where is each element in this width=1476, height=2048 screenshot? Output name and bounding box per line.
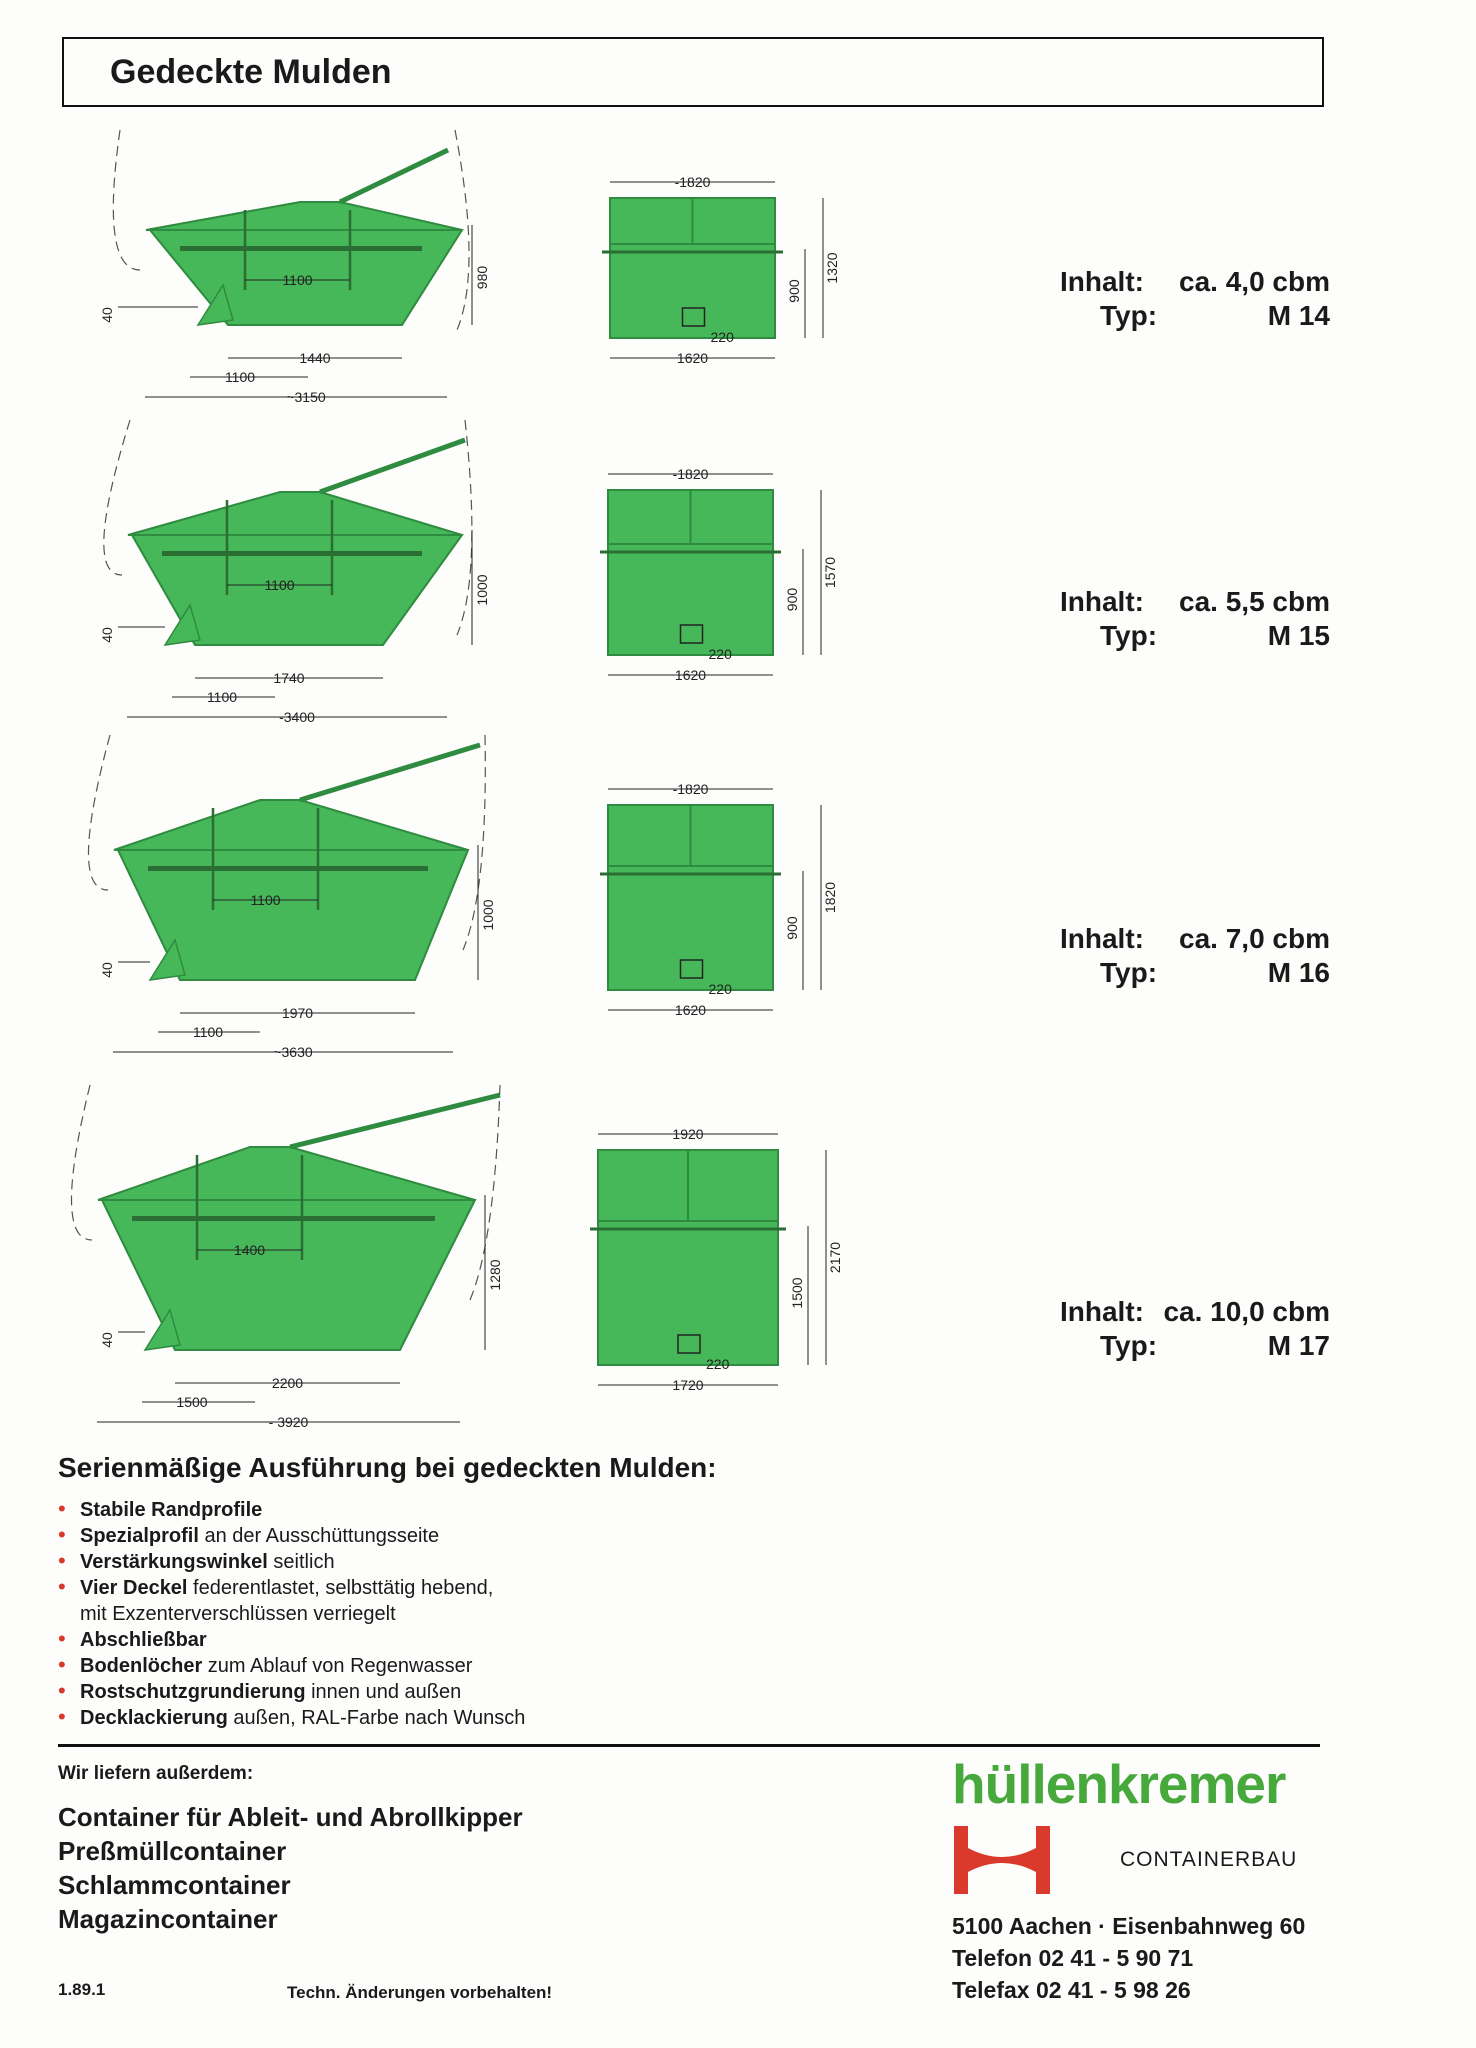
inhalt-label: Inhalt: — [1060, 586, 1144, 617]
dim-base-label: 1740 — [273, 670, 305, 686]
dim-base-label: 1970 — [281, 1005, 314, 1021]
dim-foot-label: 40 — [99, 307, 115, 323]
model-row — [0, 410, 1476, 740]
typ-label: Typ: — [1100, 620, 1158, 651]
feature-rest: federentlastet, selbsttätig hebend, — [187, 1577, 494, 1599]
address-fax: Telefax 02 41 - 5 98 26 — [952, 1977, 1191, 2003]
dim-front-top-label: -1820 — [674, 174, 711, 190]
dim-front-box-label: 900 — [784, 587, 800, 612]
feature-item — [58, 1549, 525, 1575]
model-spec — [1060, 585, 1330, 653]
dim-height-label: 980 — [474, 265, 490, 290]
dim-front-top-label: -1820 — [672, 466, 709, 482]
feature-bold: Spezialprofil — [80, 1525, 199, 1547]
feature-rest: innen und außen — [305, 1681, 462, 1703]
address-city: 5100 Aachen · Eisenbahnweg 60 — [952, 1913, 1306, 1939]
also-item: Schlammcontainer — [58, 1870, 291, 1900]
dim-inner-label: 1100 — [282, 272, 313, 288]
also-list — [58, 1800, 523, 1936]
also-title: Wir liefern außerdem: — [58, 1763, 254, 1784]
typ-label: Typ: — [1100, 300, 1158, 331]
front-body — [598, 1221, 778, 1365]
dim-offset-label: 1100 — [206, 689, 238, 705]
dim-front-total-label: 2170 — [827, 1241, 843, 1274]
brand-name: hüllenkremer — [952, 1753, 1286, 1815]
feature-item — [58, 1653, 525, 1679]
feature-rest: außen, RAL-Farbe nach Wunsch — [227, 1707, 526, 1729]
dim-base-label: 1440 — [299, 350, 331, 366]
model-row — [0, 725, 1476, 1060]
swing-arc-left — [71, 1085, 92, 1240]
front-body — [608, 544, 773, 655]
side-lid — [98, 1147, 475, 1200]
feature-item — [58, 1523, 525, 1549]
title-box — [62, 37, 1324, 107]
dim-height-label: 1280 — [487, 1259, 503, 1291]
swing-arc-left — [88, 735, 110, 890]
typ-value: M 14 — [1267, 300, 1330, 331]
side-rail — [162, 551, 422, 556]
inhalt-value: ca. 5,5 cbm — [1179, 586, 1330, 617]
feature-bold: Stabile Randprofile — [80, 1499, 263, 1521]
also-item: Preßmüllcontainer — [58, 1836, 287, 1866]
open-lid — [300, 745, 480, 800]
side-rail — [132, 1216, 435, 1221]
brand-subtitle: CONTAINERBAU — [1120, 1848, 1298, 1871]
feature-bold: Vier Deckel — [80, 1577, 188, 1599]
dim-foot-label: 40 — [99, 627, 115, 643]
model-drawing — [0, 110, 900, 440]
feature-bold: Abschließbar — [80, 1629, 207, 1651]
inhalt-label: Inhalt: — [1060, 266, 1144, 297]
front-body — [610, 244, 775, 338]
feature-bold: Bodenlöcher — [80, 1655, 203, 1677]
address-block — [952, 1910, 1305, 2006]
page-title: Gedeckte Mulden — [110, 53, 392, 91]
side-lid — [146, 202, 462, 230]
dim-hole-label: 220 — [710, 329, 734, 345]
inhalt-label: Inhalt: — [1060, 1296, 1144, 1327]
feature-item — [58, 1705, 525, 1731]
feature-rest: seitlich — [267, 1551, 335, 1573]
typ-label: Typ: — [1100, 1330, 1158, 1361]
dim-offset-label: 1100 — [224, 369, 256, 385]
model-spec — [1060, 265, 1330, 333]
feature-rest: mit Exzenterverschlüssen verriegelt — [80, 1603, 396, 1625]
dim-length-label: ~3630 — [273, 1044, 313, 1060]
model-spec — [1060, 922, 1330, 990]
brand-logo-icon — [954, 1826, 1050, 1894]
disclaimer: Techn. Änderungen vorbehalten! — [287, 1983, 553, 2002]
model-drawing — [0, 410, 900, 740]
feature-rest: zum Ablauf von Regenwasser — [202, 1655, 473, 1677]
dim-inner-label: 1100 — [250, 892, 281, 908]
dim-front-top-label: 1920 — [672, 1126, 704, 1142]
dim-front-total-label: 1820 — [822, 881, 838, 914]
dim-height-label: 1000 — [480, 899, 496, 931]
swing-arc-right — [457, 420, 472, 635]
dim-inner-label: 1400 — [233, 1242, 266, 1258]
dim-front-box-label: 900 — [786, 279, 802, 303]
feature-item — [58, 1679, 525, 1705]
feature-bold: Verstärkungswinkel — [80, 1551, 268, 1573]
typ-value: M 16 — [1267, 957, 1330, 988]
open-lid — [290, 1095, 500, 1147]
feature-bold: Rostschutzgrundierung — [80, 1681, 306, 1703]
open-lid — [340, 150, 448, 202]
feature-item — [58, 1575, 525, 1601]
dim-front-base-label: 1620 — [676, 350, 709, 366]
side-lid — [114, 800, 468, 850]
typ-value: M 15 — [1267, 620, 1330, 651]
dim-length-label: ~3150 — [286, 389, 326, 405]
dim-foot-label: 40 — [99, 962, 115, 978]
dim-offset-label: 1100 — [192, 1024, 224, 1040]
inhalt-value: ca. 7,0 cbm — [1179, 923, 1330, 954]
dim-front-total-label: 1320 — [824, 252, 840, 284]
model-drawing — [0, 1065, 900, 1430]
dim-hole-label: 220 — [706, 1356, 730, 1372]
typ-value: M 17 — [1267, 1330, 1330, 1361]
front-body — [608, 866, 773, 990]
doc-code: 1.89.1 — [58, 1980, 106, 1999]
dim-front-box-label: 900 — [784, 916, 800, 940]
dim-front-top-label: -1820 — [672, 781, 709, 797]
features-list — [58, 1497, 525, 1731]
feature-item — [58, 1627, 525, 1653]
inhalt-value: ca. 4,0 cbm — [1179, 266, 1330, 297]
feature-bold: Decklackierung — [80, 1707, 228, 1729]
address-phone: Telefon 02 41 - 5 90 71 — [952, 1945, 1194, 1971]
dim-front-box-label: 1500 — [789, 1277, 805, 1309]
dim-hole-label: 220 — [708, 646, 732, 662]
dim-height-label: 1000 — [474, 574, 490, 606]
model-drawing — [0, 725, 900, 1060]
dim-length-label: - 3920 — [268, 1414, 309, 1430]
dim-front-base-label: 1620 — [674, 667, 707, 683]
dim-foot-label: 40 — [99, 1332, 115, 1348]
inhalt-label: Inhalt: — [1060, 923, 1144, 954]
separator-line — [58, 1744, 1320, 1747]
also-item: Container für Ableit- und Abrollkipper — [58, 1802, 523, 1832]
side-body — [102, 1200, 475, 1350]
side-lid — [128, 492, 462, 535]
features-title: Serienmäßige Ausführung bei gedeckten Mulden: — [58, 1452, 717, 1483]
also-item: Magazincontainer — [58, 1904, 278, 1934]
feature-item — [58, 1497, 525, 1523]
dim-length-label: -3400 — [279, 709, 315, 725]
open-lid — [320, 440, 465, 492]
inhalt-value: ca. 10,0 cbm — [1163, 1296, 1330, 1327]
dim-inner-label: 1100 — [264, 577, 295, 593]
dim-hole-label: 220 — [708, 981, 732, 997]
side-rail — [180, 246, 422, 251]
feature-rest: an der Ausschüttungsseite — [198, 1525, 440, 1547]
swing-arc-left — [104, 420, 130, 575]
dim-offset-label: 1500 — [176, 1394, 208, 1410]
typ-label: Typ: — [1100, 957, 1158, 988]
side-rail — [148, 866, 428, 871]
model-spec — [1060, 1295, 1330, 1363]
dim-front-base-label: 1620 — [674, 1002, 707, 1018]
feature-item — [58, 1601, 525, 1627]
dim-front-total-label: 1570 — [822, 556, 838, 589]
dim-base-label: 2200 — [271, 1375, 304, 1391]
dim-front-base-label: 1720 — [672, 1377, 704, 1393]
swing-arc-left — [113, 130, 140, 270]
